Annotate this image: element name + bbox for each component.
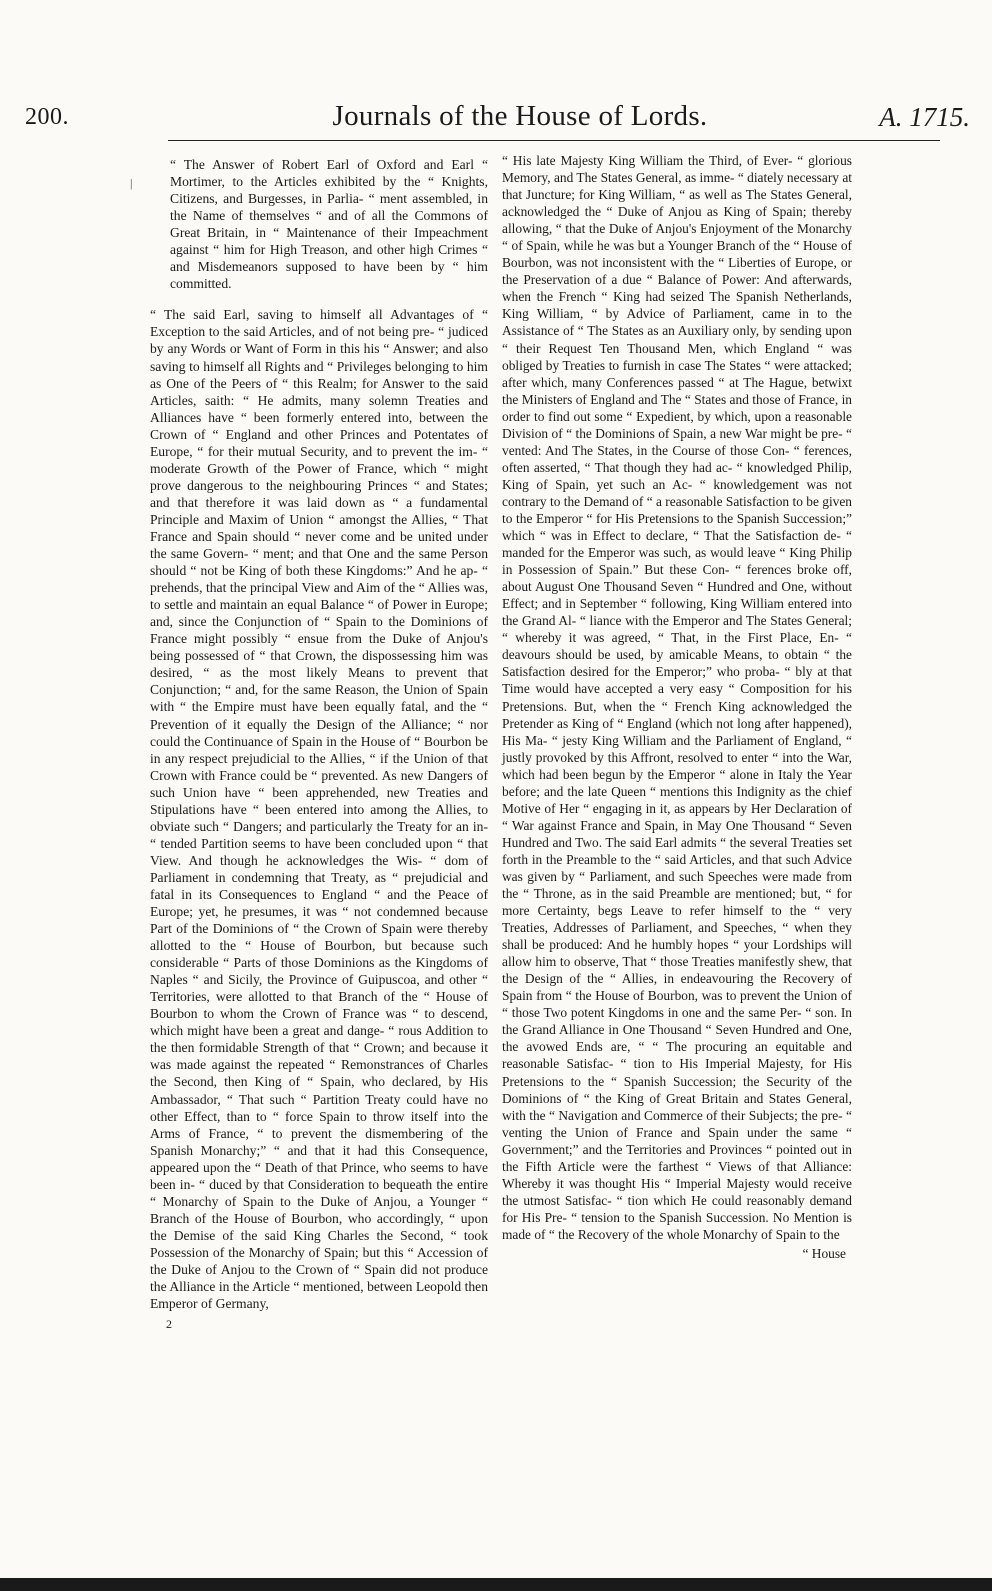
right-column bbox=[502, 150, 852, 1262]
year-marker: A. 1715. bbox=[879, 102, 970, 132]
left-column bbox=[150, 150, 488, 1333]
running-title: Journals of the House of Lords. bbox=[332, 100, 708, 132]
page-header bbox=[0, 100, 992, 140]
left-column-text: “ The said Earl, saving to himself all Advantages of “ Exception to the said Articles, and of not being pre- “ judiced by any Words or Want of Form in this his “ Answer; and also saving to himself all Rights and “ Privileges belonging to him as One of the Peers of “ this Realm; for Answer to the said Articles, saith: “ He admits, many solemn Treaties and Alliances have “ been formerly entered into, between the Crown of “ England and other Princes and Potentates of Europe, “ for their mutual Security, and to prevent the im- “ moderate Growth of the Power of France, which “ might prove dangerous to the neighbouring Princes “ and States; and that therefore it was laid down as “ a fundamental Principle and Maxim of Union “ amongst the Allies, “ That France and Spain should “ never come and be united under the same Govern- “ ment; and that One and the same Person should “ not be King of both these Kingdoms:” And he ap- “ prehends, that the principal View and Aim of the “ Allies was, to settle and maintain an equal Balance “ of Power in Europe; and, since the Conjunction of “ Spain to the Dominions of France might possibly “ ensue from the Duke of Anjou's being possessed of “ that Crown, the dispossessing him was desired, “ as the most likely Means to prevent that Conjunction; “ and, for the same Reason, the Union of Spain with “ the Empire must have been equally fatal, and the “ Prevention of it equally the Design of the Alliance; “ nor could the Continuance of Spain in the House of “ Bourbon be in any respect prejudicial to the Allies, “ if the Union of that Crown with France could be “ prevented. As new Dangers of such Union have “ been apprehended, new Treaties and Stipulations have “ been entered into among the Allies, to obviate such “ Dangers; and particularly the Treaty for an in- “ tended Partition seems to have been concluded upon “ that View. And though he acknowledges the Wis- “ dom of Parliament in condemning that Treaty, as “ prejudicial and fatal in its Consequences to England “ and the Peace of Europe; yet, he presumes, it was “ not condemned because Part of the Dominions of “ the Crown of Spain were thereby allotted to the “ House of Bourbon, but because such considerable “ Parts of those Dominions as the Kingdoms of Naples “ and Sicily, the Province of Guipuscoa, and other “ Territories, were allotted to that Branch of the “ House of Bourbon to whom the Crown of France was “ to descend, which might have been a great and dange- “ rous Addition to the then formidable Strength of that “ Crown; and because it was made against the repeated “ Remonstrances of Charles the Second, then King of “ Spain, who declared, by His Ambassador, “ That such “ Partition Treaty could have no other Effect, than to “ force Spain to throw itself into the Arms of France, “ to prevent the dismembering of the Spanish Monarchy;” “ and that it had this Consequence, appeared upon the “ Death of that Prince, who seems to have been in- “ duced by that Consideration to bequeath the entire “ Monarchy of Spain to the Duke of Anjou, a Younger “ Branch of the House of Bourbon, who accordingly, “ upon the Demise of the said King Charles the Second, “ took Possession of the Monarchy of Spain; but this “ Accession of the Duke of Anjou to the Crown of “ Spain did not produce the Alliance in the Article “ mentioned, between Leopold then Emperor of Germany, bbox=[150, 307, 488, 1312]
catchword: “ House bbox=[802, 1246, 846, 1261]
right-column-text: “ His late Majesty King William the Third, of Ever- “ glorious Memory, and The States General, as imme- “ diately necessary at that Juncture; for King William, “ as well as The States General, acknowledged the “ Duke of Anjou as King of Spain; thereby allowing, “ that the Duke of Anjou's Enjoyment of the Monarchy “ of Spain, while he was but a Younger Branch of the “ House of Bourbon, was not inconsistent with the “ Liberties of Europe, or the Preservation of a due “ Balance of Power: And afterwards, when the French “ King had seized The Spanish Netherlands, King William, “ by Advice of Parliament, came in to the Assistance of “ The States as an Auxiliary only, by sending upon “ their Request Ten Thousand Men, which England “ was obliged by Treaties to furnish in case The States “ were attacked; after which, many Conferences passed “ at The Hague, betwixt the Ministers of England and The “ States and those of France, in order to find out some “ Expedient, by which, upon a reasonable Division of “ the Dominions of Spain, a new War might be pre- “ vented: And The States, in the Course of those Con- “ ferences, often asserted, “ That though they had ac- “ knowledged Philip, King of Spain, yet such an Ac- “ knowledgement was not contrary to the Demand of “ a reasonable Satisfaction to be given to the Emperor “ for His Pretensions to the Spanish Succession;” which “ was in Effect to declare, “ That the Satisfaction de- “ manded for the Emperor was such, as would leave “ King Philip in Possession of Spain.” But these Con- “ ferences broke off, about August One Thousand Seven “ Hundred and One, without Effect; and in September “ following, King William entered into the Grand Al- “ liance with the Emperor and The States General; “ whereby it was agreed, “ That, in the First Place, En- “ deavours should be used, by amicable Means, to obtain “ the Satisfaction desired for the Emperor;” who proba- “ bly at that Time would have accepted a very easy “ Composition for his Pretensions. But, when the “ French King acknowledged the Pretender as King of “ England (which not long after happened), His Ma- “ jesty King William and the Parliament of England, “ justly provoked by this Affront, resolved to enter “ into the War, which had been begun by the Emperor “ alone in Italy the Year before; and the late Queen “ mentions this Indignity as the chief Motive of Her “ engaging in it, as appears by Her Declaration of “ War against France and Spain, in May One Thousand “ Seven Hundred and Two. The said Earl admits “ the several Treaties set forth in the Preamble to the “ said Articles, and that such Advice was given by “ Parliament, and such Speeches were made from the “ Throne, as in the said Preamble are mentioned; but, “ for more Certainty, begs Leave to refer himself to the “ very Treaties, Addresses of Parliament, and Speeches, “ when they shall be produced: And he humbly hopes “ your Lordships will allow him to observe, That “ those Treaties manifestly shew, that the Design of the “ Allies, in endeavouring the Recovery of Spain from “ the House of Bourbon, was to prevent the Union of “ those Two potent Kingdoms in one and the same Per- “ son. In the Grand Alliance in One Thousand “ Seven Hundred and One, the avowed Ends are, “ “ The procuring an equitable and reasonable Satisfac- “ tion to His Imperial Majesty, for His Pretensions to the “ Spanish Succession; the Security of the Dominions of “ the King of Great Britain and States General, with the “ Navigation and Commerce of their Subjects; the pre- “ venting the Union of France and Spain under the same “ Government;” and the Territories and Provinces “ pointed out in the Fifth Article were the farthest “ Views of that Alliance: Whereby it was thought His “ Imperial Majesty would receive the utmost Satisfac- “ tion which He could reasonably demand for His Pre- “ tension to the Spanish Succession. No Mention is made of “ the Recovery of the whole Monarchy of Spain to the bbox=[502, 153, 852, 1242]
signature-mark: 2 bbox=[166, 1317, 172, 1332]
header-rule bbox=[168, 140, 940, 141]
page-number: 200. bbox=[25, 104, 69, 130]
margin-mark: | bbox=[130, 176, 133, 190]
scan-edge bbox=[0, 1578, 992, 1591]
answer-caption: “ The Answer of Robert Earl of Oxford and Earl “ Mortimer, to the Articles exhibited by the “ Knights, Citizens, and Burgesses, in Parlia- “ ment assembled, in the Name of themselves “ and of all the Commons of Great Britain, in “ Maintenance of their Impeachment against “ him for High Treason, and other high Crimes “ and Misdemeanors supposed to have been by “ him committed. bbox=[170, 157, 488, 292]
